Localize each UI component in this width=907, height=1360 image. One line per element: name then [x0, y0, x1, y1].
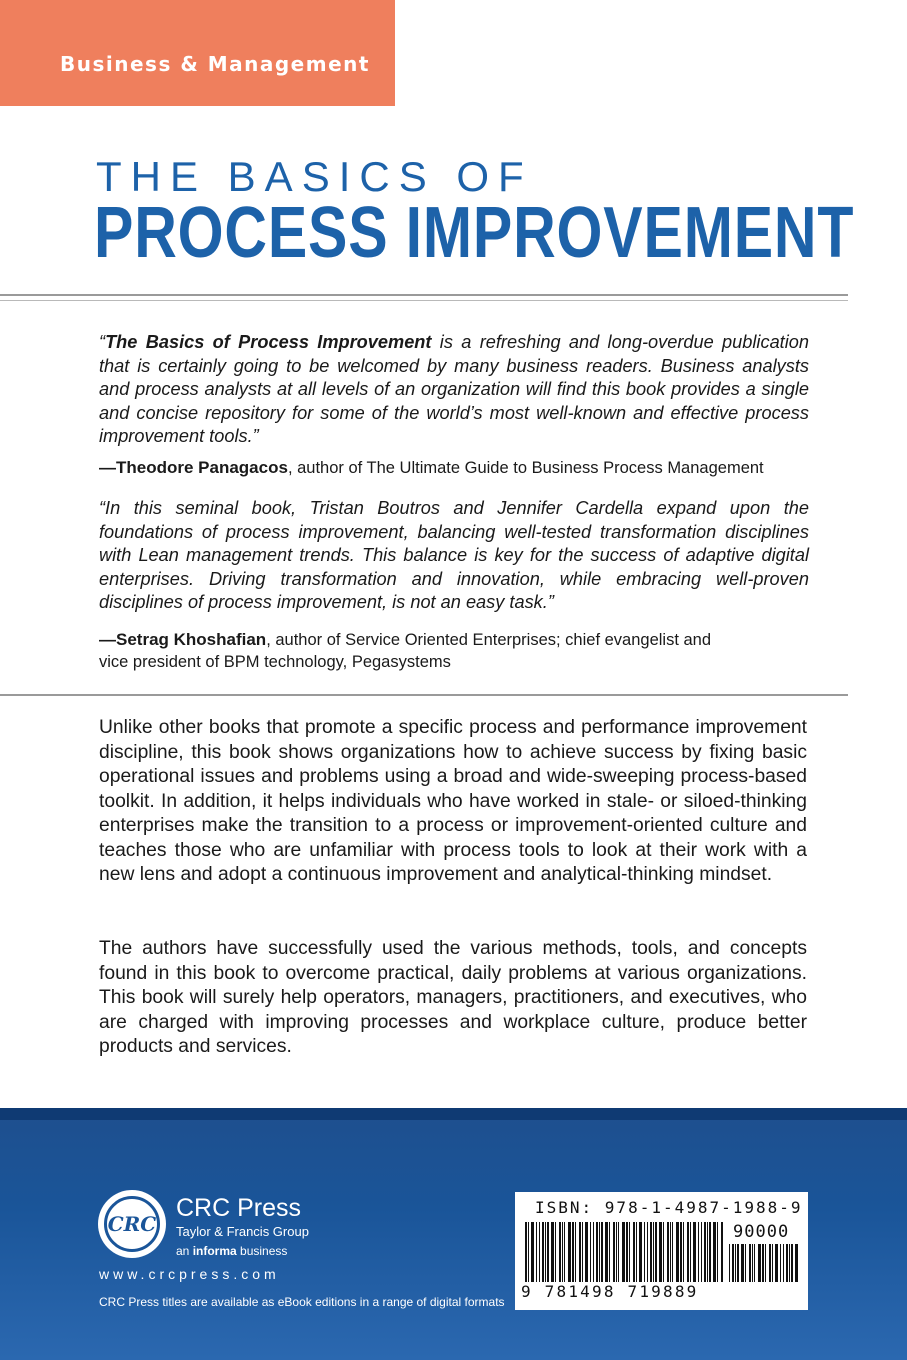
endorsement-quote-1: [99, 331, 809, 449]
barcode-bar: [729, 1244, 730, 1282]
barcode-bar: [590, 1222, 591, 1282]
barcode-bar: [596, 1222, 598, 1282]
barcode-bar: [791, 1244, 793, 1282]
barcode-bar: [616, 1222, 617, 1282]
footer-top-band: [0, 1108, 907, 1120]
barcode-bar: [745, 1244, 746, 1282]
ebook-note: CRC Press titles are available as eBook editions in a range of digital formats: [99, 1295, 505, 1309]
barcode-bar: [629, 1222, 630, 1282]
barcode-bar: [622, 1222, 625, 1282]
barcode-bar: [659, 1222, 662, 1282]
barcode-bar: [568, 1222, 571, 1282]
barcode-bar: [639, 1222, 642, 1282]
barcode-bar: [525, 1222, 527, 1282]
barcode-bar: [769, 1244, 771, 1282]
barcode-bar: [732, 1244, 734, 1282]
barcode-bar: [717, 1222, 718, 1282]
barcode-bar: [780, 1244, 781, 1282]
publisher-name: CRC Press: [176, 1194, 302, 1222]
barcode-bar: [555, 1222, 556, 1282]
barcode-bar: [579, 1222, 581, 1282]
barcode-bar: [676, 1222, 679, 1282]
barcode-bar: [713, 1222, 716, 1282]
barcode-bar: [572, 1222, 574, 1282]
barcode-bar: [704, 1222, 706, 1282]
barcode-bar: [636, 1222, 637, 1282]
barcode-bar: [626, 1222, 628, 1282]
barcode-bar: [655, 1222, 657, 1282]
ean-barcode-bars: [525, 1222, 725, 1282]
barcode-bar: [754, 1244, 755, 1282]
divider-top: [0, 294, 848, 296]
barcode-bar: [783, 1244, 784, 1282]
barcode-bar: [687, 1222, 689, 1282]
divider-top-thin: [0, 300, 848, 301]
crc-logo-icon: [98, 1190, 166, 1258]
barcode-bar: [613, 1222, 615, 1282]
endorsement-attribution-1: [99, 457, 819, 479]
category-label: Business & Management: [60, 52, 370, 76]
barcode-bar: [690, 1222, 691, 1282]
barcode-bar: [786, 1244, 788, 1282]
barcode-bar: [582, 1222, 583, 1282]
endorser-credit-1: , author of The Ultimate Guide to Business Process Management: [287, 459, 764, 477]
price-code: 90000: [733, 1222, 790, 1242]
barcode-bar: [633, 1222, 635, 1282]
barcode-bar: [551, 1222, 554, 1282]
barcode-bar: [698, 1222, 699, 1282]
barcode-bar: [545, 1222, 546, 1282]
barcode-bar: [765, 1244, 766, 1282]
endorser-name-2: —Setrag Khoshafian: [99, 630, 267, 649]
barcode-bar: [667, 1222, 669, 1282]
barcode-bar: [709, 1222, 711, 1282]
barcode-bar: [752, 1244, 753, 1282]
endorser-credit-2: , author of Service Oriented Enterprises; chief evangelist and: [266, 631, 712, 649]
quote-1-text: is a refreshing and long-overdue publication that is certainly going to be welcomed by many business readers. Business analysts and process analysts at all levels of an organization will find this book provides a single and concise repository for some of the world’s most well-known and effective process improvement tools.”: [99, 332, 810, 446]
endorser-credit-2-line2: vice president of BPM technology, Pegasystems: [99, 653, 451, 671]
endorsement-attribution-2: [99, 629, 819, 673]
barcode-bar: [562, 1222, 563, 1282]
barcode-bar: [762, 1244, 764, 1282]
barcode-bar: [653, 1222, 654, 1282]
barcode-bar: [758, 1244, 761, 1282]
publisher-sub-prefix: an: [176, 1244, 193, 1258]
description-paragraph-2: The authors have successfully used the various methods, tools, and concepts found in this book to overcome practical, daily problems at various organizations. This book will surely help operators, managers, practitioners, and executives, who are charged with improving processes and workplace culture, produce better products and services.: [99, 938, 807, 1057]
barcode-bar: [547, 1222, 549, 1282]
barcode-bar: [585, 1222, 588, 1282]
divider-middle: [0, 694, 848, 696]
quote-open-mark: “: [99, 332, 106, 352]
addon-barcode-bars: [729, 1244, 801, 1282]
barcode-bar: [593, 1222, 594, 1282]
barcode-bar: [559, 1222, 561, 1282]
publisher-subtitle: [176, 1244, 287, 1258]
barcode-bar: [650, 1222, 652, 1282]
barcode-bar: [721, 1222, 723, 1282]
barcode-bar: [531, 1222, 534, 1282]
publisher-group: Taylor & Francis Group: [176, 1224, 309, 1239]
publisher-website-link[interactable]: www.crcpress.com: [99, 1266, 280, 1282]
barcode-bar: [775, 1244, 778, 1282]
barcode-bar: [605, 1222, 608, 1282]
barcode-bar: [737, 1244, 739, 1282]
title-line-2: PROCESS IMPROVEMENT: [94, 193, 855, 273]
barcode-bar: [609, 1222, 610, 1282]
barcode-bar: [536, 1222, 537, 1282]
barcode-bar: [772, 1244, 773, 1282]
barcode-bar: [693, 1222, 696, 1282]
barcode-bar: [707, 1222, 708, 1282]
barcode-bar: [564, 1222, 565, 1282]
isbn-number: ISBN: 978-1-4987-1988-9: [535, 1198, 803, 1217]
description-paragraph-1: Unlike other books that promote a specific process and performance improvement discipline, this book shows organizations how to achieve success by fixing basic operational issues and problems using a broad and wide-sweeping process-based toolkit. In addition, it helps individuals who have worked in stale- or siloed-thinking enterprises make the transition to a process or improvement-oriented culture and teaches those who are unfamiliar with process tools to look at their work with a new lens and adopt a continuous improvement and analytical-thinking mindset.: [99, 717, 807, 885]
barcode-bar: [647, 1222, 648, 1282]
category-banner: [0, 0, 395, 106]
barcode-bar: [789, 1244, 790, 1282]
barcode-bar: [663, 1222, 664, 1282]
barcode-bar: [735, 1244, 736, 1282]
barcode-bar: [644, 1222, 645, 1282]
barcode-bar: [539, 1222, 540, 1282]
isbn-barcode: [515, 1192, 808, 1310]
endorsement-quote-2: “In this seminal book, Tristan Boutros and Jennifer Cardella expand upon the foundations of process improvement, balancing well-tested transformation disciplines with Lean management trends. This balance is key for the success of adaptive digital enterprises. Driving transformation and innovation, while embracing well-proven disciplines of process improvement, is not an easy task.”: [99, 498, 809, 612]
logo-text: CRC: [107, 1212, 157, 1236]
publisher-sub-bold: informa: [192, 1244, 237, 1258]
barcode-bar: [618, 1222, 619, 1282]
barcode-bar: [741, 1244, 744, 1282]
publisher-sub-suffix: business: [236, 1244, 288, 1258]
barcode-bar: [542, 1222, 544, 1282]
quote-book-title: The Basics of Process Improvement: [105, 332, 432, 352]
barcode-bar: [601, 1222, 603, 1282]
barcode-bar: [599, 1222, 600, 1282]
barcode-bar: [680, 1222, 682, 1282]
ean-digits: 9 781498 719889: [521, 1282, 699, 1301]
barcode-bar: [528, 1222, 529, 1282]
barcode-bar: [575, 1222, 576, 1282]
title-line-1: THE BASICS OF: [96, 153, 533, 200]
barcode-bar: [795, 1244, 798, 1282]
barcode-bar: [749, 1244, 751, 1282]
barcode-bar: [670, 1222, 671, 1282]
endorser-name-1: —Theodore Panagacos: [99, 458, 288, 477]
barcode-bar: [672, 1222, 673, 1282]
barcode-bar: [701, 1222, 702, 1282]
barcode-bar: [683, 1222, 684, 1282]
